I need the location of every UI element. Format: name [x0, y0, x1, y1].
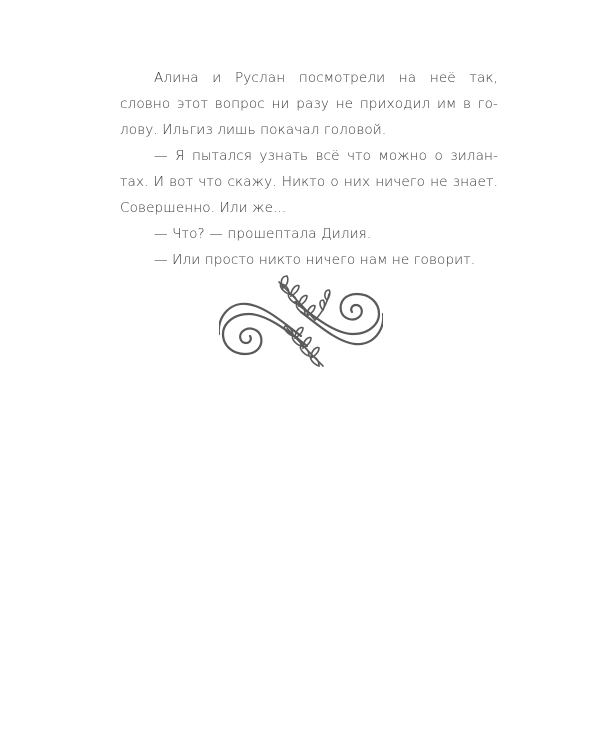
- text-line: тах. И вот что скажу. Никто о них ничего не знает.: [120, 174, 498, 190]
- text-line: Совершенно. Или же...: [120, 200, 287, 216]
- dialogue-line: — Или просто никто ничего нам не говорит.: [154, 252, 476, 268]
- dialogue-line: — Что? — прошептала Дилия.: [154, 226, 372, 242]
- text-line: словно этот вопрос ни разу не приходил им в го-: [120, 96, 498, 112]
- text-line: Алина и Руслан посмотрели на неё так,: [154, 70, 498, 86]
- dialogue-line: — Я пытался узнать всё что можно о зилан-: [154, 148, 498, 164]
- story-text: [120, 65, 498, 273]
- scroll-vine-icon: [219, 274, 383, 374]
- text-line: лову. Ильгиз лишь покачал головой.: [120, 122, 387, 138]
